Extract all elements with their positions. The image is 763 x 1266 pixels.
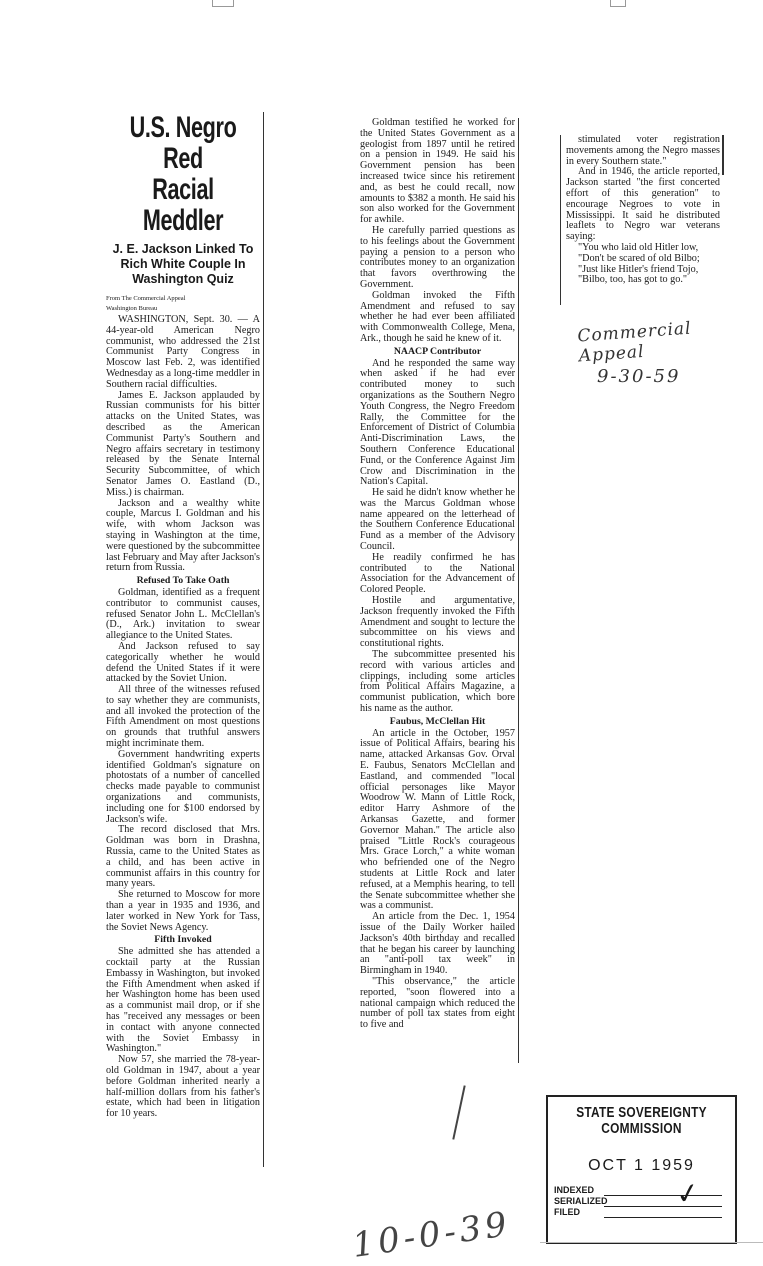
scan-corner-mark (610, 0, 626, 7)
stamp-field-indexed: INDEXED (554, 1185, 595, 1195)
paragraph: And in 1946, the article reported, Jackson started "the first concerted effort of this generation" to encourage Negroes to vote in Mississippi. It said he distributed leaflets to Negro war veterans saying: (566, 166, 720, 243)
paragraph: All three of the witnesses refused to say whether they are communists, and all invoked the protection of the Fifth Amendment on most questions on grounds that truthful answers might incriminate them. (106, 684, 260, 750)
section-subhead: Faubus, McClellan Hit (389, 715, 486, 727)
column-rule (263, 112, 264, 1167)
paragraph: Hostile and argumentative, Jackson frequently invoked the Fifth Amendment and sought to lecture the subcommittee on his views and constitutional rights. (360, 595, 515, 650)
paragraph: Goldman invoked the Fifth Amendment and refused to say whether he had ever been affiliated with Commonwealth College, Mena, Ark., though he said he knew of it. (360, 289, 515, 344)
headline-line-1: U.S. Negro Red (129, 111, 237, 175)
article-column-2 (360, 118, 515, 1031)
paragraph: Government handwriting experts identified Goldman's signature on photostats of a number of cancelled checks made payable to communist organizations and communists, including one for $100 endorsed by Jackson's wife. (106, 748, 260, 825)
stamp-field-filed: FILED (554, 1207, 580, 1217)
paragraph: She returned to Moscow for more than a year in 1935 and 1936, and later worked in New York for Tass, the Soviet News Agency. (106, 889, 260, 933)
credit-line-1: From The Commercial Appeal (106, 295, 186, 302)
section-subhead: Fifth Invoked (154, 934, 212, 946)
paragraph: Goldman, identified as a frequent contributor to communist causes, refused Senator John L. McClellan's (D., Ark.) invitation to swear allegiance to the United States. (106, 586, 260, 642)
verse-line: "Don't be scared of old Bilbo; (578, 252, 700, 264)
paragraph: stimulated voter registration movements among the Negro masses in every Southern state." (566, 134, 720, 167)
handwritten-source-note: Commercial Appeal (576, 318, 693, 367)
stamp-field-line (604, 1195, 722, 1196)
column-rule (560, 135, 561, 305)
handwritten-checkmark-icon: ✓ (673, 1176, 702, 1211)
paragraph: He carefully parried questions as to his feelings about the Government paying a pension to a person who contributes money to an organization that favors overthrowing the Government. (360, 224, 515, 290)
sovereignty-commission-stamp (546, 1095, 737, 1244)
column-rule (518, 118, 519, 1063)
section-subhead: Refused To Take Oath (136, 575, 230, 587)
paragraph: WASHINGTON, Sept. 30. — A 44-year-old American Negro communist, who addressed the 21st Communist Party Congress in Moscow last Feb. 2, was identified Wednesday as a long-time meddler in Southern racial difficulties. (106, 314, 260, 390)
paragraph: An article in the October, 1957 issue of Political Affairs, bearing his name, attacked Arkansas Gov. Orval E. Faubus, Senators McClellan and Eastland, and commended "local official personages like Mayor Woodrow W. Mann of Little Rock, editor Harry Ashmore of the Arkansas Gazette, and former Governor Mahan." The article also praised "Little Rock's courageous Mrs. Grace Lorch," a white woman who befriended one of the Negro students at Little Rock and later refused, at a Memphis hearing, to tell the Senate subcommittee whether she was a communist. (360, 727, 515, 912)
paragraph: He said he didn't know whether he was the Marcus Goldman whose name appeared on the letterhead of the Southern Conference Educational Fund as a member of the Advisory Council. (360, 487, 515, 553)
paragraph: James E. Jackson applauded by Russian communists for his bitter attacks on the United States, was described as the American Communist Party's Southern and Negro affairs secretary in testimony released by the Senate Internal Security Subcommittee, of which Senator James O. Eastland (D., Miss.) is chairman. (106, 389, 260, 498)
paragraph: The subcommittee presented his record with various articles and clippings, including some articles from Political Affairs Magazine, a communist publication, which bore his name as the author. (360, 649, 515, 715)
stamp-field-line (604, 1217, 722, 1218)
paragraph: And he responded the same way when asked if he had ever contributed money to such organizations as the Southern Negro Youth Congress, the Negro Freedom Rally, the Committee for the Enforcement of District of Columbia Anti-Discrimination Laws, the Southern Conference Educational Fund, or the Conference Against Jim Crow and Discrimination in the Nation's Capital. (360, 357, 515, 488)
pen-mark (452, 1085, 465, 1139)
paragraph: "This observance," the article reported, "soon flowered into a national campaign which reduced the number of poll tax states from eight to five and (360, 975, 515, 1031)
headline-line-2: Racial Meddler (142, 173, 224, 237)
scan-edge-line (540, 1242, 763, 1243)
stamp-field-line (604, 1206, 722, 1207)
paragraph: She admitted she has attended a cocktail party at the Russian Embassy in Washington, but invoked the Fifth Amendment when asked if her Washington home has been used as a communist mail drop, or if she has "received any messages or been in contact with anyone connected with the Soviet Embassy in Washington." (106, 946, 260, 1055)
verse-line: "Bilbo, too, has got to go." (578, 274, 688, 286)
article-column-3 (566, 135, 720, 286)
paragraph: And Jackson refused to say categorically whether he would defend the United States if it were attacked by the Soviet Union. (106, 640, 260, 685)
handwritten-file-number: 10-0-39 (349, 1204, 514, 1266)
handwritten-date-note: 9-30-59 (597, 366, 681, 387)
section-subhead: NAACP Contributor (393, 345, 482, 357)
stamp-field-serialized: SERIALIZED (554, 1196, 608, 1206)
credit-line-2: Washington Bureau (106, 305, 158, 312)
stamp-fields (554, 1185, 608, 1218)
headline (113, 112, 253, 236)
subheadline: J. E. Jackson Linked To Rich White Couple In Washington Quiz (112, 242, 254, 286)
column-rule (722, 135, 724, 175)
verse-line: "Just like Hitler's friend Tojo, (578, 263, 699, 275)
verse-line: "You who laid old Hitler low, (578, 241, 699, 253)
paragraph: He readily confirmed he has contributed to the National Association for the Advancement of Colored People. (360, 551, 515, 596)
paragraph: An article from the Dec. 1, 1954 issue of the Daily Worker hailed Jackson's 40th birthday and recalled that he began his career by launching an "anti-poll tax week" in Birmingham in 1940. (360, 911, 515, 977)
paragraph: Now 57, she married the 78-year-old Goldman in 1947, about a year before Goldman inherited nearly a half-million dollars from his father's estate, which had been in litigation for 10 years. (106, 1054, 260, 1120)
stamp-title: STATE SOVEREIGNTY COMMISSION (576, 1105, 707, 1137)
article-column-1 (106, 112, 260, 1120)
stamp-date: OCT 1 1959 (588, 1157, 695, 1174)
paragraph: Goldman testified he worked for the United States Government as a geologist from 1897 until he retired on a pension in 1949. He said his Government pension has been increased twice since his retirement and, as best he could recall, now amounts to $382 a month. He said his son also worked for the Government for awhile. (360, 117, 515, 226)
paragraph: The record disclosed that Mrs. Goldman was born in Drashna, Russia, came to the United States as a child, and has been active in communist affairs in this country for many years. (106, 824, 260, 890)
paragraph: Jackson and a wealthy white couple, Marcus I. Goldman and his wife, with whom Jackson was staying in Washington at the time, were questioned by the subcommittee last February and May after Jackson's return from Russia. (106, 497, 260, 574)
scan-corner-mark (212, 0, 234, 7)
